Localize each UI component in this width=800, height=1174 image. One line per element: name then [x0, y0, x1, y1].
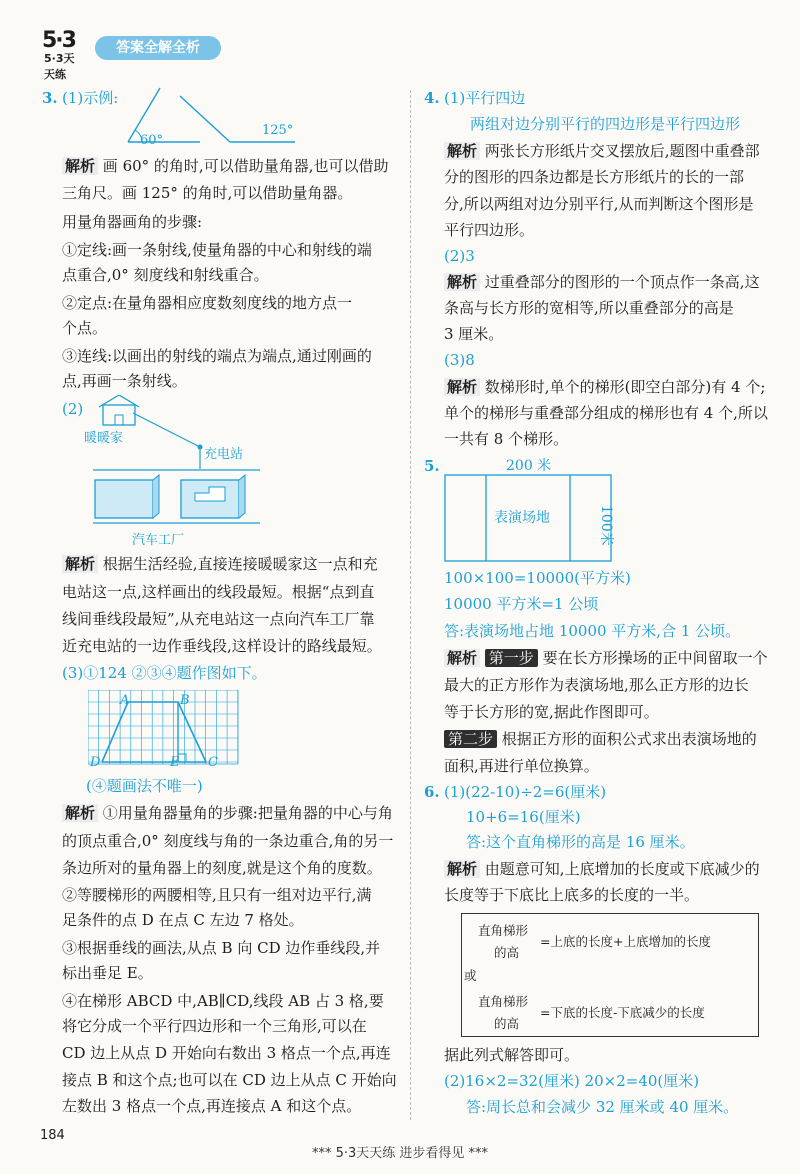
formula-or: 或 [464, 968, 477, 983]
text-line: 将它分成一个平行四边形和一个三角形,可以在 [62, 1017, 367, 1035]
angle-125-label: 125° [262, 123, 294, 138]
q4-part3: (3)8 [444, 351, 475, 369]
text-line: 分的图形的四条边都是长方形纸片的长的一部 [444, 168, 745, 186]
point-c: C [208, 755, 218, 770]
map-diagram [85, 395, 265, 545]
analysis-3-2 [62, 554, 378, 575]
formula-1-label-2: 的高 [494, 945, 520, 960]
text-line: 个点。 [62, 319, 108, 337]
step1-badge: 第一步 [485, 649, 538, 667]
footer-slogan: *** 5·3天天练 进步看得见 *** [311, 1146, 489, 1161]
point-a: A [120, 693, 130, 708]
text-line: 最大的正方形作为表演场地,那么正方形的边长 [444, 676, 749, 694]
text-line: 根据正方形的面积公式求出表演场地的 [501, 730, 757, 748]
header-badge: 答案全解全析 [95, 36, 221, 60]
analysis-6 [444, 859, 760, 880]
q4-part2: (2)3 [444, 247, 475, 265]
q4-number: 4. [424, 89, 440, 107]
analysis-tag: 解析 [62, 555, 98, 573]
formula-1: =上底的长度+上底增加的长度 [540, 934, 711, 949]
formula-2-label: 直角梯形 [478, 994, 529, 1009]
text-line: 两张长方形纸片交叉摆放后,题图中重叠部 [484, 142, 760, 160]
q3-part2: (2) [62, 400, 84, 418]
q3-number: 3. [42, 89, 58, 107]
text-line: 条边所对的量角器上的刻度,就是这个角的度数。 [62, 859, 382, 877]
point-e: E [170, 755, 180, 770]
analysis-5-step2 [444, 729, 757, 750]
factory-label: 汽车工厂 [132, 533, 185, 548]
text-line: 左数出 3 格点一个点,再连接点 A 和这个点。 [62, 1097, 362, 1115]
station-label: 充电站 [204, 447, 244, 462]
point-d: D [90, 755, 101, 770]
text-line: 平行四边形。 [444, 221, 535, 239]
q6-answer-1: 答:这个直角梯形的高是 16 厘米。 [466, 833, 695, 851]
formula-2: =下底的长度-下底减少的长度 [540, 1005, 705, 1020]
q5-calc-2: 10000 平方米=1 公顷 [444, 595, 599, 613]
q3-part3: (3)①124 ②③④题作图如下。 [62, 664, 267, 682]
page-number: 184 [40, 1128, 65, 1143]
analysis-tag: 解析 [444, 860, 480, 878]
analysis-tag: 解析 [62, 804, 98, 822]
text-line: ④在梯形 ABCD 中,AB∥CD,线段 AB 占 3 格,要 [62, 992, 384, 1010]
text-line: ②定点:在量角器相应度数刻度线的地方点一 [62, 294, 353, 312]
point-b: B [180, 693, 190, 708]
text-line: 数梯形时,单个的梯形(即空白部分)有 4 个; [484, 378, 766, 396]
q6-calc-1: (1)(22-10)÷2=6(厘米) [444, 783, 607, 801]
text-line: 足条件的点 D 在点 C 左边 7 格处。 [62, 911, 304, 929]
text-line: 三角尺。画 125° 的角时,可以借助量角器。 [62, 184, 353, 202]
formula-2-label-2: 的高 [494, 1016, 520, 1031]
text-line: 等于长方形的宽,据此作图即可。 [444, 703, 659, 721]
analysis-tag: 解析 [444, 142, 480, 160]
text-line: 要在长方形操场的正中间留取一个 [542, 649, 768, 667]
text-line: CD 边上从点 D 开始向右数出 3 格点一个点,再连 [62, 1044, 391, 1062]
column-divider [410, 90, 411, 1120]
text-line: 用量角器画角的步骤: [62, 213, 203, 231]
analysis-5-step1 [444, 648, 768, 669]
q6-calc-2: 10+6=16(厘米) [466, 808, 581, 826]
analysis-tag: 解析 [444, 273, 480, 291]
text-line: 接点 B 和这个点;也可以在 CD 边上从点 C 开始向 [62, 1071, 397, 1089]
q6-answer-2: 答:周长总和会减少 32 厘米或 40 厘米。 [466, 1098, 739, 1116]
logo: 5·3 5·3天天练 [42, 28, 75, 81]
analysis-tag: 解析 [444, 378, 480, 396]
text-line: 电站这一点,这样画出的线段最短。根据“点到直 [62, 583, 375, 601]
text-line: 条高与长方形的宽相等,所以重叠部分的高是 [444, 299, 734, 317]
text-line: 根据生活经验,直接连接暖暖家这一点和充 [102, 555, 378, 573]
text-line: ③根据垂线的画法,从点 B 向 CD 边作垂线段,并 [62, 939, 381, 957]
analysis-3-1 [62, 156, 388, 177]
text-line: 分,所以两组对边分别平行,从而判断这个图形是 [444, 195, 754, 213]
analysis-4-3 [444, 377, 765, 398]
q6-calc-3: (2)16×2=32(厘米) 20×2=40(厘米) [444, 1072, 700, 1090]
q3-part1: (1)示例: [62, 89, 119, 107]
analysis-tag: 解析 [444, 649, 480, 667]
text-line: 画 60° 的角时,可以借助量角器,也可以借助 [102, 157, 389, 175]
text-line: ②等腰梯形的两腰相等,且只有一组对边平行,满 [62, 886, 372, 904]
analysis-4-1 [444, 141, 760, 162]
stage-label: 表演场地 [494, 510, 550, 526]
analysis-3-3 [62, 803, 393, 824]
angle-60-label: 60° [140, 133, 164, 148]
text-line: 3 厘米。 [444, 325, 504, 343]
text-line: ①用量角器量角的步骤:把量角器的中心与角 [102, 804, 393, 822]
text-line: 单个的梯形与重叠部分组成的梯形也有 4 个,所以 [444, 404, 768, 422]
text-line: 标出垂足 E。 [62, 964, 153, 982]
step2-badge: 第二步 [444, 730, 497, 748]
length-100: 100米 [598, 505, 614, 546]
text-line: 的顶点重合,0° 刻度线与角的一条边重合,角的另一 [62, 832, 394, 850]
text-line: 由题意可知,上底增加的长度或下底减少的 [484, 860, 760, 878]
text-line: 面积,再进行单位换算。 [444, 757, 599, 775]
length-200: 200 米 [506, 458, 552, 474]
q4-part1-answer: 两组对边分别平行的四边形是平行四边形 [470, 115, 741, 133]
text-line: ③连线:以画出的射线的端点为端点,通过刚画的 [62, 347, 372, 365]
formula-1-label: 直角梯形 [478, 923, 529, 938]
text-line: 据此列式解答即可。 [444, 1046, 580, 1064]
q5-calc-1: 100×100=10000(平方米) [444, 569, 631, 587]
text-line: ①定线:画一条射线,使量角器的中心和射线的端 [62, 241, 372, 259]
text-line: 一共有 8 个梯形。 [444, 430, 569, 448]
text-line: 点重合,0° 刻度线和射线重合。 [62, 266, 269, 284]
q5-number: 5. [424, 457, 440, 475]
q5-answer: 答:表演场地占地 10000 平方米,合 1 公顷。 [444, 622, 741, 640]
text-line: 线间垂线段最短”,从充电站这一点向汽车工厂靠 [62, 610, 375, 628]
logo-text: 5·3天天练 [44, 52, 75, 81]
text-line: 长度等于下底比上底多的长度的一半。 [444, 886, 700, 904]
analysis-tag: 解析 [62, 157, 98, 175]
drawing-note: (④题画法不唯一) [86, 777, 203, 795]
q6-number: 6. [424, 783, 440, 801]
text-line: 近充电站的一边作垂线段,这样设计的路线最短。 [62, 637, 382, 655]
text-line: 点,再画一条射线。 [62, 372, 187, 390]
analysis-4-2 [444, 272, 760, 293]
text-line: 过重叠部分的图形的一个顶点作一条高,这 [484, 273, 760, 291]
home-label: 暖暖家 [84, 431, 124, 446]
q4-part1: (1)平行四边 [444, 89, 526, 107]
